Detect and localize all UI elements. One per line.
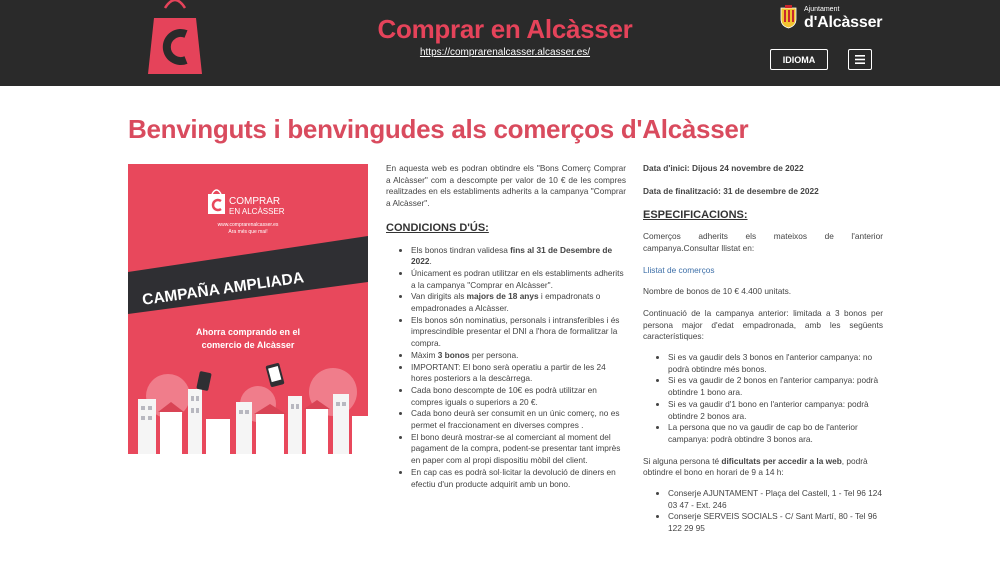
site-title[interactable]: Comprar en Alcàsser [377,14,633,44]
site-logo-icon[interactable] [148,0,202,76]
poster-slogan-1: Ahorra comprando en el [195,327,301,337]
intro-paragraph: En aquesta web es podran obtindre els "Bons Comerç Comprar a Alcàsser" com a descompte per valor de 10 € de les compres realitzades en els establiments adherits a la campanya "Comprar a Alcàsser". [386,163,626,209]
rules-item: • Si es va gaudir dels 3 bonos en l'anterior campanya: no podrà obtindre més bonos. [668,352,883,375]
continuation-text: Continuació de la campanya anterior: limitada a 3 bonos per persona major d'edat empadronada, amb les següents característiques: [643,307,883,342]
council-logo[interactable] [780,4,883,36]
language-button[interactable]: IDIOMA [770,49,828,70]
conditions-item: • Van dirigits als majors de 18 anys i empadronats o empadronades a Alcàsser. [411,291,626,314]
poster-slogan-2: comercio de Alcàsser [201,340,295,350]
poster-website: www.comprarenalcasser.es [217,222,279,228]
contact-item: • Conserje AJUNTAMENT - Plaça del Castell, 1 - Tel 96 124 03 47 - Ext. 246 [668,488,883,511]
page-title: Benvinguts i benvingudes als comerços d'Alcàsser [128,114,749,144]
hamburger-menu-icon [855,55,865,64]
conditions-heading: CONDICIONS D'ÚS: [386,221,489,234]
content-column-conditions [386,163,626,490]
contacts-list [643,488,883,535]
site-url-link[interactable]: https://comprarenalcasser.alcasser.es/ [419,47,591,58]
poster-logo-line1: COMPRAR [229,196,281,207]
rules-list [643,352,883,446]
rules-item: • Si es va gaudir d'1 bono en l'anterior campanya: podrà obtindre 2 bonos ara. [668,399,883,422]
start-date: Data d'inici: Dijous 24 novembre de 2022 [643,163,804,173]
council-name: d'Alcàsser [804,14,883,31]
campaign-poster-graphic [128,164,368,454]
conditions-item: • Únicament es podran utilitzar en els establiments adherits a la campanya "Comprar en Alcàsser". [411,268,626,291]
rules-item: • La persona que no va gaudir de cap bo de l'anterior campanya: podrà obtindre 3 bonos ara. [668,422,883,445]
site-header [0,0,1000,86]
campaign-poster [128,164,368,454]
council-small-label: Ajuntament [804,6,840,13]
conditions-list [386,245,626,491]
contact-item: • Conserje SERVEIS SOCIALS - C/ Sant Martí, 80 - Tel 96 122 29 95 [668,511,883,534]
poster-logo-line2: EN ALCÀSSER [229,207,285,216]
coat-of-arms-icon [780,5,797,29]
poster-banner: CAMPAÑA AMPLIADA [141,269,306,309]
conditions-item: • Cada bono descompte de 10€ es podrà utilitzar en compres iguals o superiors a 20 €. [411,385,626,408]
conditions-item: • Cada bono deurà ser consumit en un únic comerç, no es permet el fraccionament en diverses compres . [411,408,626,431]
shops-list-link[interactable]: Llistat de comerços [643,264,715,275]
content-column-specifications [643,163,883,535]
help-text: Si alguna persona té dificultats per accedir a la web, podrà obtindre el bono en horari de 9 a 14 h: [643,455,868,478]
poster-tagline: Ara més que mai! [228,229,268,235]
conditions-item: • IMPORTANT: El bono serà operatiu a partir de les 24 hores posteriors a la descàrrega. [411,362,626,385]
end-date: Data de finalització: 31 de desembre de 2022 [643,185,819,196]
shops-text: Comerços adherits els mateixos de l'anterior campanya.Consultar llistat en: [643,231,883,253]
specifications-heading: ESPECIFICACIONS: [643,209,748,222]
conditions-item: • Els bonos són nominatius, personals i intransferibles i és imprescindible presentar el DNI a l'hora de formalitzar la compra. [411,315,626,350]
bonus-count-text: Nombre de bonos de 10 € 4.400 unitats. [643,286,792,297]
conditions-item: • El bono deurà mostrar-se al comerciant al moment del pagament de la compra, podent-se presentar tant imprès en paper com al propi dispositiu mòbil del client. [411,432,626,467]
conditions-item: • Els bonos tindran validesa fins al 31 de Desembre de 2022. [411,245,626,268]
conditions-item: • Màxim 3 bonos per persona. [411,350,626,362]
menu-button[interactable] [848,49,872,70]
conditions-item: • En cap cas es podrà sol·licitar la devolució de diners en efectiu d'un producte adquirit amb un bono. [411,467,626,490]
rules-item: • Si es va gaudir de 2 bonos en l'anterior campanya: podrà obtindre 1 bono ara. [668,375,883,398]
